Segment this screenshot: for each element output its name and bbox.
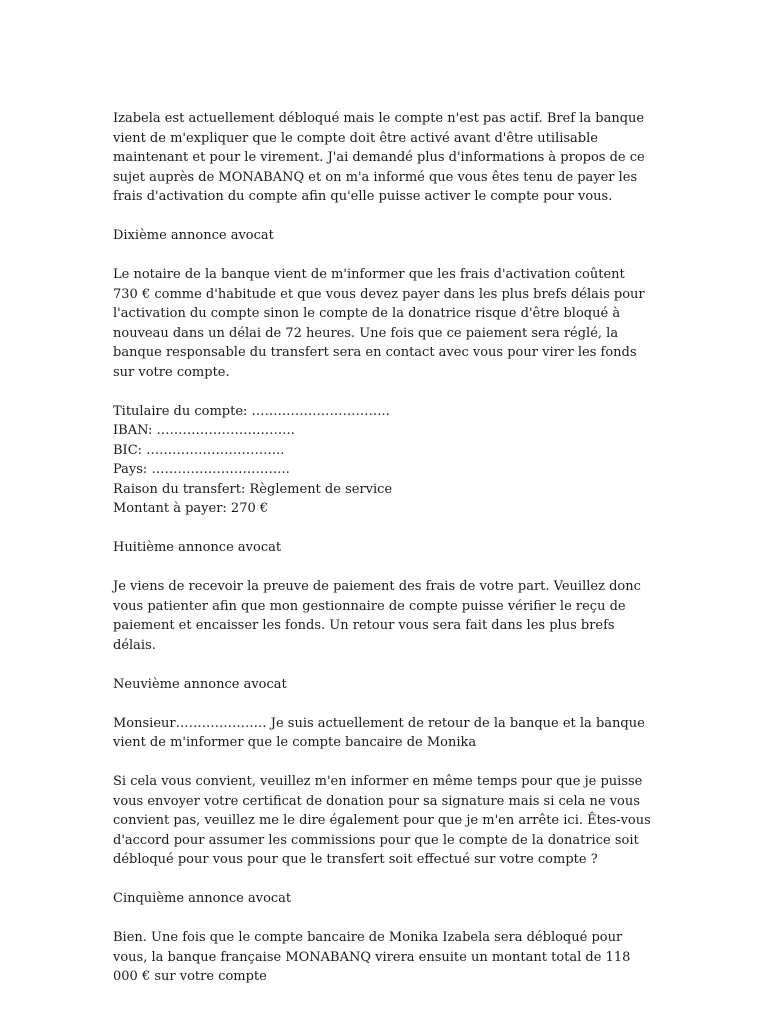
transfer-details-list	[113, 402, 653, 519]
paragraph-account-activation: Izabela est actuellement débloqué mais le compte n'est pas actif. Bref la banque vient de m'expliquer que le compte doit être activé avant d'être utilisable maintenant et pour le virement. J'ai demandé plus d'informations à propos de ce sujet auprès de MONABANQ et on m'a informé que vous êtes tenu de payer les frais d'activation du compte afin qu'elle puisse activer le compte pour vous.	[113, 111, 645, 204]
heading-eighth-notice: Huitième annonce avocat	[113, 540, 282, 555]
paragraph-transfer-amount: Bien. Une fois que le compte bancaire de Monika Izabela sera débloqué pour vous, la banque française MONABANQ virera ensuite un montant total de 118 000 € sur votre compte	[113, 930, 631, 984]
paragraph-bank-return: Monsieur………………… Je suis actuellement de retour de la banque et la banque vient de m'informer que le compte bancaire de Monika	[113, 715, 645, 750]
field-country: Pays: …………………………..	[113, 462, 290, 477]
heading-fifth-notice: Cinquième annonce avocat	[113, 891, 292, 906]
paragraph-payment-proof: Je viens de recevoir la preuve de paiement des frais de votre part. Veuillez donc vous patienter afin que mon gestionnaire de compte puisse vérifier le reçu de paiement et encaisser les fonds. Un retour vous sera fait dans les plus brefs délais.	[113, 579, 641, 653]
field-account-holder: Titulaire du compte: …………………………..	[113, 403, 390, 419]
field-transfer-reason: Raison du transfert: Règlement de service	[113, 481, 393, 497]
document-page	[113, 109, 653, 1006]
paragraph-activation-fees: Le notaire de la banque vient de m'informer que les frais d'activation coûtent 730 € comme d'habitude et que vous devez payer dans les plus brefs délais pour l'activation du compte sinon le compte de la donatrice risque d'être bloqué à nouveau dans un délai de 72 heures. Une fois que ce paiement sera réglé, la banque responsable du transfert sera en contact avec vous pour virer les fonds sur votre compte.	[113, 267, 645, 380]
field-bic: BIC: …………………………..	[113, 442, 285, 458]
field-iban: IBAN: …………………………..	[113, 423, 295, 438]
paragraph-donation-certificate: Si cela vous convient, veuillez m'en informer en même temps pour que je puisse vous envoyer votre certificat de donation pour sa signature mais si cela ne vous convient pas, veuillez me le dire également pour que je m'en arrête ici. Êtes-vous d'accord pour assumer les commissions pour que le compte de la donatrice soit débloqué pour vous pour que le transfert soit effectué sur votre compte ?	[113, 774, 651, 867]
field-amount-due: Montant à payer: 270 €	[113, 501, 269, 516]
heading-tenth-notice: Dixième annonce avocat	[113, 228, 274, 243]
heading-ninth-notice: Neuvième annonce avocat	[113, 676, 287, 692]
